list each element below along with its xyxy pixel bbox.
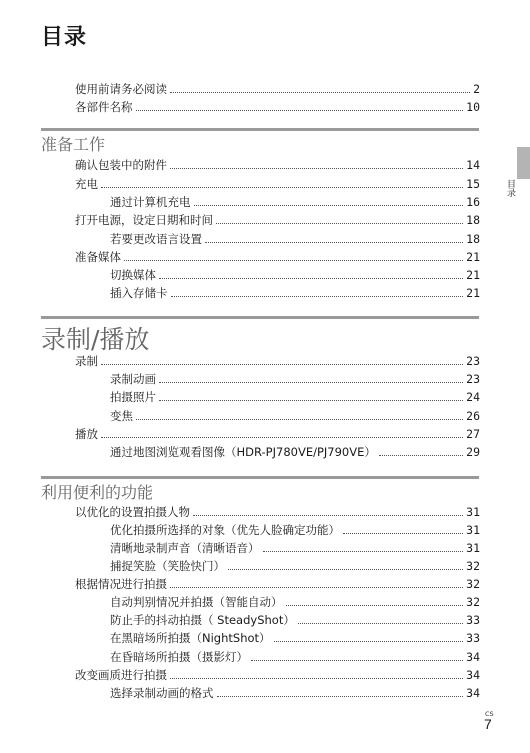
toc-entry-page: 21 xyxy=(466,286,480,300)
toc-entry-label: 防止手的抖动拍摄（ SteadyShot） xyxy=(110,613,295,627)
toc-entry-page: 26 xyxy=(466,409,480,423)
toc-entry-label: 若要更改语言设置 xyxy=(110,232,202,246)
toc-entry-page: 34 xyxy=(466,668,480,682)
dot-leader xyxy=(170,666,463,679)
toc-entry-label: 自动判别情况并拍摄（智能自动） xyxy=(110,595,283,609)
toc-entry-page: 18 xyxy=(466,213,480,227)
toc-entry-page: 33 xyxy=(466,613,480,627)
dot-leader xyxy=(286,593,464,606)
toc-entry-label: 根据情况进行拍摄 xyxy=(75,577,167,591)
section-heading xyxy=(41,476,479,503)
toc-entry-label: 通过计算机充电 xyxy=(110,195,191,209)
side-tab-label: 目录 xyxy=(505,179,515,197)
toc-entry-page: 34 xyxy=(466,650,480,664)
section-heading xyxy=(41,128,479,155)
language-code: CS xyxy=(485,710,494,718)
toc-entry-page: 21 xyxy=(466,250,480,264)
toc-entry-page: 16 xyxy=(466,195,480,209)
dot-leader xyxy=(101,175,463,188)
dot-leader xyxy=(159,266,463,279)
toc-entry-label: 通过地图浏览观看图像（HDR-PJ780VE/PJ790VE） xyxy=(110,445,376,459)
toc-entry-page: 33 xyxy=(466,631,480,645)
toc-entry-label: 在黑暗场所拍摄（NightShot） xyxy=(110,631,271,645)
toc-entry-page: 15 xyxy=(466,177,480,191)
dot-leader xyxy=(217,684,464,697)
toc-entry-label: 清晰地录制声音（清晰语音） xyxy=(110,541,260,555)
toc-entry-page: 32 xyxy=(466,577,480,591)
toc-entry[interactable] xyxy=(110,388,480,406)
dot-leader xyxy=(298,611,463,624)
dot-leader xyxy=(379,443,463,456)
toc-entry-label: 打开电源，设定日期和时间 xyxy=(75,213,213,227)
toc-entry[interactable] xyxy=(75,503,480,521)
toc-entry-label: 录制动画 xyxy=(110,372,156,386)
toc-entry[interactable] xyxy=(75,425,480,443)
toc-entry-label: 充电 xyxy=(75,177,98,191)
toc-entry-page: 24 xyxy=(466,390,480,404)
dot-leader xyxy=(170,156,463,169)
dot-leader xyxy=(193,503,463,516)
dot-leader xyxy=(251,648,463,661)
dot-leader xyxy=(136,407,463,420)
dot-leader xyxy=(228,557,463,570)
toc-entry[interactable] xyxy=(75,352,480,370)
dot-leader xyxy=(205,230,463,243)
toc-entry-label: 使用前请务必阅读 xyxy=(75,82,167,96)
toc-entry-page: 21 xyxy=(466,268,480,282)
toc-entry-label: 拍摄照片 xyxy=(110,390,156,404)
toc-entry[interactable] xyxy=(110,648,480,666)
dot-leader xyxy=(194,193,464,206)
toc-entry[interactable] xyxy=(75,175,480,193)
toc-entry-label: 确认包装中的附件 xyxy=(75,158,167,172)
toc-entry-label: 捕捉笑脸（笑脸快门） xyxy=(110,559,225,573)
toc-entry[interactable] xyxy=(110,284,480,302)
toc-entry[interactable] xyxy=(110,193,480,211)
toc-entry[interactable] xyxy=(75,211,480,229)
toc-entry-label: 优化拍摄所选择的对象（优先人脸确定功能） xyxy=(110,523,340,537)
toc-entry[interactable] xyxy=(110,593,480,611)
dot-leader xyxy=(101,425,463,438)
toc-entry-label: 插入存储卡 xyxy=(110,286,168,300)
toc-entry[interactable] xyxy=(75,80,480,98)
toc-entry[interactable] xyxy=(110,557,480,575)
toc-entry[interactable] xyxy=(75,666,480,684)
toc-entry-label: 选择录制动画的格式 xyxy=(110,686,214,700)
dot-leader xyxy=(343,521,463,534)
toc-entry-label: 录制 xyxy=(75,354,98,368)
toc-entry[interactable] xyxy=(110,230,480,248)
dot-leader xyxy=(263,539,464,552)
toc-entry[interactable] xyxy=(110,611,480,629)
toc-entry[interactable] xyxy=(110,407,480,425)
toc-entry-label: 准备媒体 xyxy=(75,250,121,264)
toc-entry[interactable] xyxy=(110,629,480,647)
toc-entry-page: 2 xyxy=(473,82,480,96)
dot-leader xyxy=(136,98,464,111)
section-title: 录制/播放 xyxy=(41,325,150,354)
toc-entry-page: 31 xyxy=(466,523,480,537)
toc-entry[interactable] xyxy=(75,156,480,174)
toc-entry-page: 23 xyxy=(466,372,480,386)
toc-entry[interactable] xyxy=(75,98,480,116)
dot-leader xyxy=(170,575,463,588)
toc-entry-page: 10 xyxy=(466,100,480,114)
dot-leader xyxy=(159,370,463,383)
toc-entry[interactable] xyxy=(110,521,480,539)
toc-entry-label: 在昏暗场所拍摄（摄影灯） xyxy=(110,650,248,664)
side-index-tab xyxy=(517,147,530,179)
page-title: 目录 xyxy=(41,25,88,50)
toc-entry[interactable] xyxy=(110,539,480,557)
toc-entry-page: 18 xyxy=(466,232,480,246)
page-number: 7 xyxy=(484,716,492,732)
section-title: 利用便利的功能 xyxy=(41,483,154,502)
toc-entry[interactable] xyxy=(75,575,480,593)
toc-entry-label: 以优化的设置拍摄人物 xyxy=(75,505,190,519)
toc-entry-label: 切换媒体 xyxy=(110,268,156,282)
toc-entry[interactable] xyxy=(110,370,480,388)
toc-entry-label: 各部件名称 xyxy=(75,100,133,114)
dot-leader xyxy=(101,352,463,365)
dot-leader xyxy=(124,248,463,261)
dot-leader xyxy=(170,80,470,93)
dot-leader xyxy=(159,388,463,401)
toc-entry-page: 32 xyxy=(466,559,480,573)
toc-entry[interactable] xyxy=(110,443,480,461)
toc-entry[interactable] xyxy=(75,248,480,266)
toc-entry-page: 29 xyxy=(466,445,480,459)
toc-entry[interactable] xyxy=(110,266,480,284)
dot-leader xyxy=(216,211,463,224)
toc-entry-page: 32 xyxy=(466,595,480,609)
toc-entry-page: 27 xyxy=(466,427,480,441)
toc-entry-label: 变焦 xyxy=(110,409,133,423)
toc-entry-page: 31 xyxy=(466,541,480,555)
toc-entry-page: 34 xyxy=(466,686,480,700)
toc-entry-label: 改变画质进行拍摄 xyxy=(75,668,167,682)
toc-entry-page: 23 xyxy=(466,354,480,368)
dot-leader xyxy=(171,284,464,297)
section-heading xyxy=(41,316,479,356)
dot-leader xyxy=(274,629,464,642)
toc-entry-page: 31 xyxy=(466,505,480,519)
section-title: 准备工作 xyxy=(41,135,106,154)
toc-entry-page: 14 xyxy=(466,158,480,172)
toc-entry-label: 播放 xyxy=(75,427,98,441)
toc-entry[interactable] xyxy=(110,684,480,702)
